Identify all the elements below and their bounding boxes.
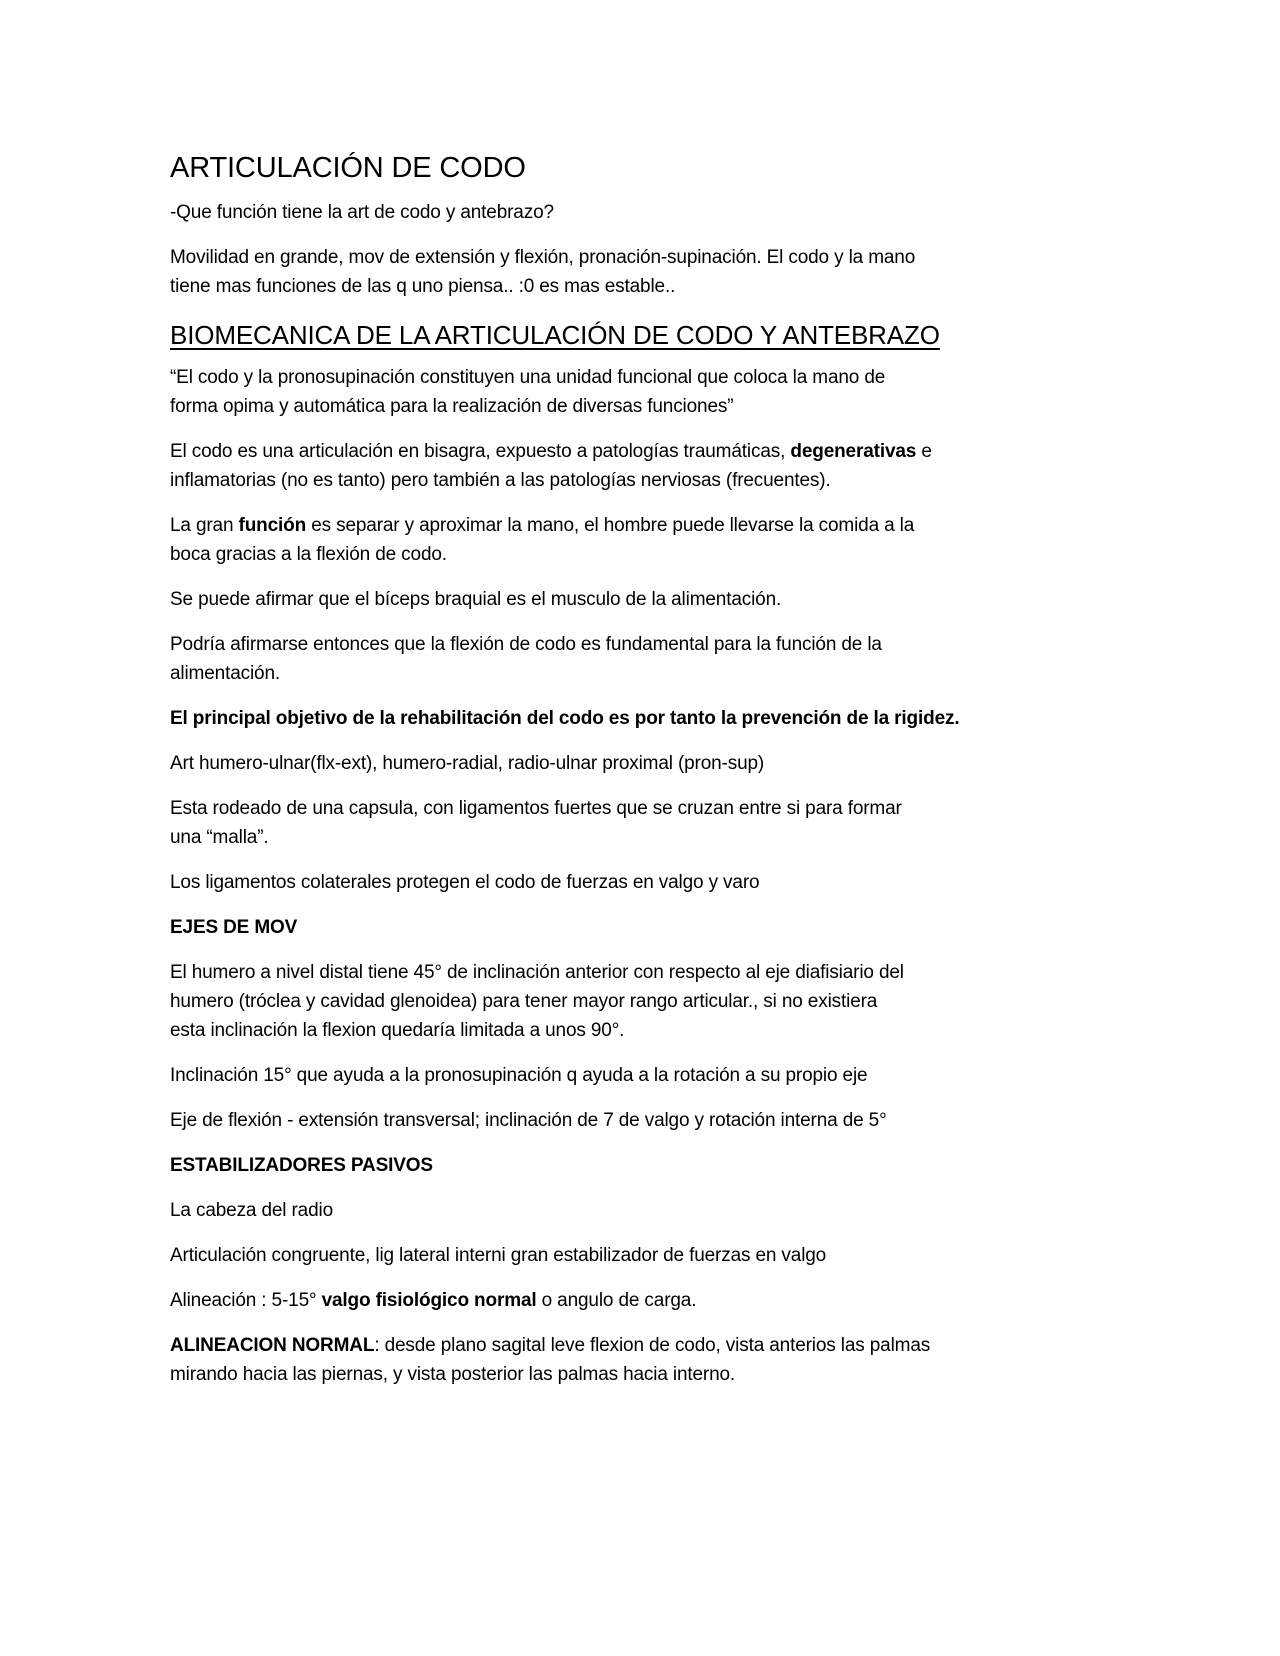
text-line xyxy=(170,958,1070,987)
text-line xyxy=(170,1106,1070,1135)
text-line xyxy=(170,913,1070,942)
paragraph xyxy=(170,511,1070,569)
text-run: Art humero-ulnar(flx-ext), humero-radial, radio-ulnar proximal (pron-sup) xyxy=(170,753,765,774)
text-run: Los ligamentos colaterales protegen el codo de fuerzas en valgo y varo xyxy=(170,872,760,893)
paragraph xyxy=(170,437,1070,495)
text-line xyxy=(170,466,1070,495)
text-run: “El codo y la pronosupinación constituyen una unidad funcional que coloca la mano de xyxy=(170,367,886,388)
paragraph xyxy=(170,363,1070,421)
text-line xyxy=(170,630,1070,659)
bold-text: ALINEACION NORMAL xyxy=(170,1335,375,1356)
text-line xyxy=(170,1061,1070,1090)
bold-text: valgo fisiológico normal xyxy=(321,1290,537,1311)
paragraph xyxy=(170,198,1070,227)
text-line xyxy=(170,659,1070,688)
text-run: Movilidad en grande, mov de extensión y flexión, pronación-supinación. El codo y la mano xyxy=(170,247,916,268)
text-line xyxy=(170,1016,1070,1045)
text-run: Se puede afirmar que el bíceps braquial es el musculo de la alimentación. xyxy=(170,589,782,610)
paragraph xyxy=(170,1286,1070,1315)
text-run: es separar y aproximar la mano, el hombre puede llevarse la comida a la xyxy=(306,515,915,536)
document-page xyxy=(170,148,1070,1405)
text-run: Eje de flexión - extensión transversal; inclinación de 7 de valgo y rotación interna de 5° xyxy=(170,1110,887,1131)
text-run: ARTICULACIÓN DE CODO xyxy=(170,152,526,184)
paragraph xyxy=(170,913,1070,942)
text-line xyxy=(170,1331,1070,1360)
text-line xyxy=(170,704,1070,733)
paragraph xyxy=(170,243,1070,301)
text-line xyxy=(170,1286,1070,1315)
paragraph xyxy=(170,794,1070,852)
paragraph xyxy=(170,1151,1070,1180)
text-run: boca gracias a la flexión de codo. xyxy=(170,544,447,565)
text-run: El codo es una articulación en bisagra, expuesto a patologías traumáticas, xyxy=(170,441,791,462)
text-run: -Que función tiene la art de codo y antebrazo? xyxy=(170,202,554,223)
section-heading xyxy=(170,317,1070,353)
text-run: forma opima y automática para la realización de diversas funciones” xyxy=(170,396,734,417)
paragraph xyxy=(170,749,1070,778)
text-line xyxy=(170,317,1070,353)
text-run: esta inclinación la flexion quedaría limitada a unos 90°. xyxy=(170,1020,625,1041)
text-run: Esta rodeado de una capsula, con ligamentos fuertes que se cruzan entre si para formar xyxy=(170,798,902,819)
text-line xyxy=(170,243,1070,272)
paragraph xyxy=(170,1241,1070,1270)
text-line xyxy=(170,437,1070,466)
bold-text: función xyxy=(238,515,307,536)
bold-text: ESTABILIZADORES PASIVOS xyxy=(170,1155,433,1176)
paragraph xyxy=(170,1106,1070,1135)
text-line xyxy=(170,868,1070,897)
paragraph xyxy=(170,585,1070,614)
text-line xyxy=(170,272,1070,301)
text-run: una “malla”. xyxy=(170,827,269,848)
text-run: La gran xyxy=(170,515,239,536)
text-line xyxy=(170,749,1070,778)
text-line xyxy=(170,823,1070,852)
text-line xyxy=(170,1360,1070,1389)
text-run: o angulo de carga. xyxy=(536,1290,697,1311)
document-title xyxy=(170,148,1070,188)
text-line xyxy=(170,511,1070,540)
text-run: BIOMECANICA DE LA ARTICULACIÓN DE CODO Y ANTEBRAZO xyxy=(170,320,940,350)
text-line xyxy=(170,363,1070,392)
text-line xyxy=(170,1151,1070,1180)
paragraph xyxy=(170,630,1070,688)
text-line xyxy=(170,987,1070,1016)
text-line xyxy=(170,1241,1070,1270)
text-run: Inclinación 15° que ayuda a la pronosupinación q ayuda a la rotación a su propio eje xyxy=(170,1065,868,1086)
text-run: : desde plano sagital leve flexion de codo, vista anterios las palmas xyxy=(374,1335,931,1356)
text-run: Podría afirmarse entonces que la flexión de codo es fundamental para la función de la xyxy=(170,634,882,655)
bold-text: El principal objetivo de la rehabilitación del codo es por tanto la prevención de la rigidez. xyxy=(170,708,960,729)
text-line xyxy=(170,392,1070,421)
paragraph xyxy=(170,1331,1070,1389)
text-run: El humero a nivel distal tiene 45° de inclinación anterior con respecto al eje diafisiario del xyxy=(170,962,904,983)
paragraph xyxy=(170,868,1070,897)
text-run: tiene mas funciones de las q uno piensa.. :0 es mas estable.. xyxy=(170,276,676,297)
text-run: inflamatorias (no es tanto) pero también a las patologías nerviosas (frecuentes). xyxy=(170,470,831,491)
text-run: Articulación congruente, lig lateral interni gran estabilizador de fuerzas en valgo xyxy=(170,1245,827,1266)
paragraph xyxy=(170,704,1070,733)
text-run: La cabeza del radio xyxy=(170,1200,333,1221)
text-line xyxy=(170,148,1070,188)
bold-text: EJES DE MOV xyxy=(170,917,298,938)
text-line xyxy=(170,540,1070,569)
text-run: e xyxy=(916,441,932,462)
text-line xyxy=(170,198,1070,227)
text-run: mirando hacia las piernas, y vista posterior las palmas hacia interno. xyxy=(170,1364,736,1385)
bold-text: degenerativas xyxy=(790,441,917,462)
text-line xyxy=(170,585,1070,614)
paragraph xyxy=(170,1061,1070,1090)
text-line xyxy=(170,1196,1070,1225)
text-run: alimentación. xyxy=(170,663,280,684)
text-run: Alineación : 5-15° xyxy=(170,1290,322,1311)
paragraph xyxy=(170,1196,1070,1225)
paragraph xyxy=(170,958,1070,1045)
text-run: humero (tróclea y cavidad glenoidea) para tener mayor rango articular., si no existiera xyxy=(170,991,878,1012)
text-line xyxy=(170,794,1070,823)
